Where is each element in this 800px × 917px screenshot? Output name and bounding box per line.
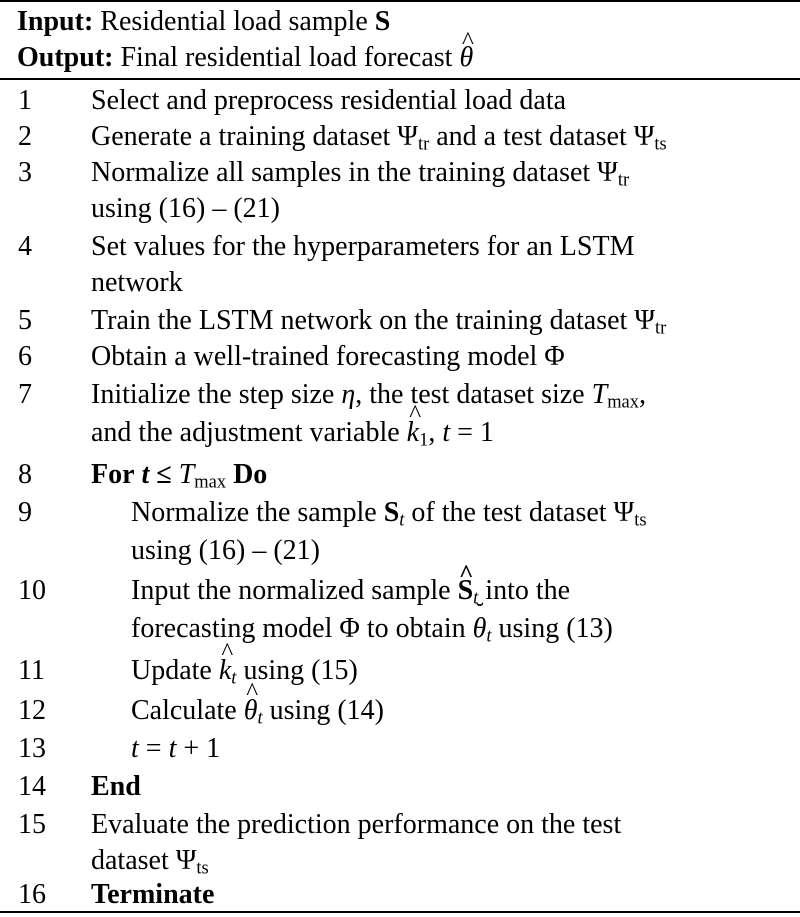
top-rule — [0, 0, 800, 2]
bottom-rule — [0, 911, 800, 913]
header-rule — [0, 78, 800, 80]
input-line: Input: Residential load sample S — [17, 6, 391, 37]
output-line: Output: Final residential load forecast ^ θ — [17, 40, 473, 76]
